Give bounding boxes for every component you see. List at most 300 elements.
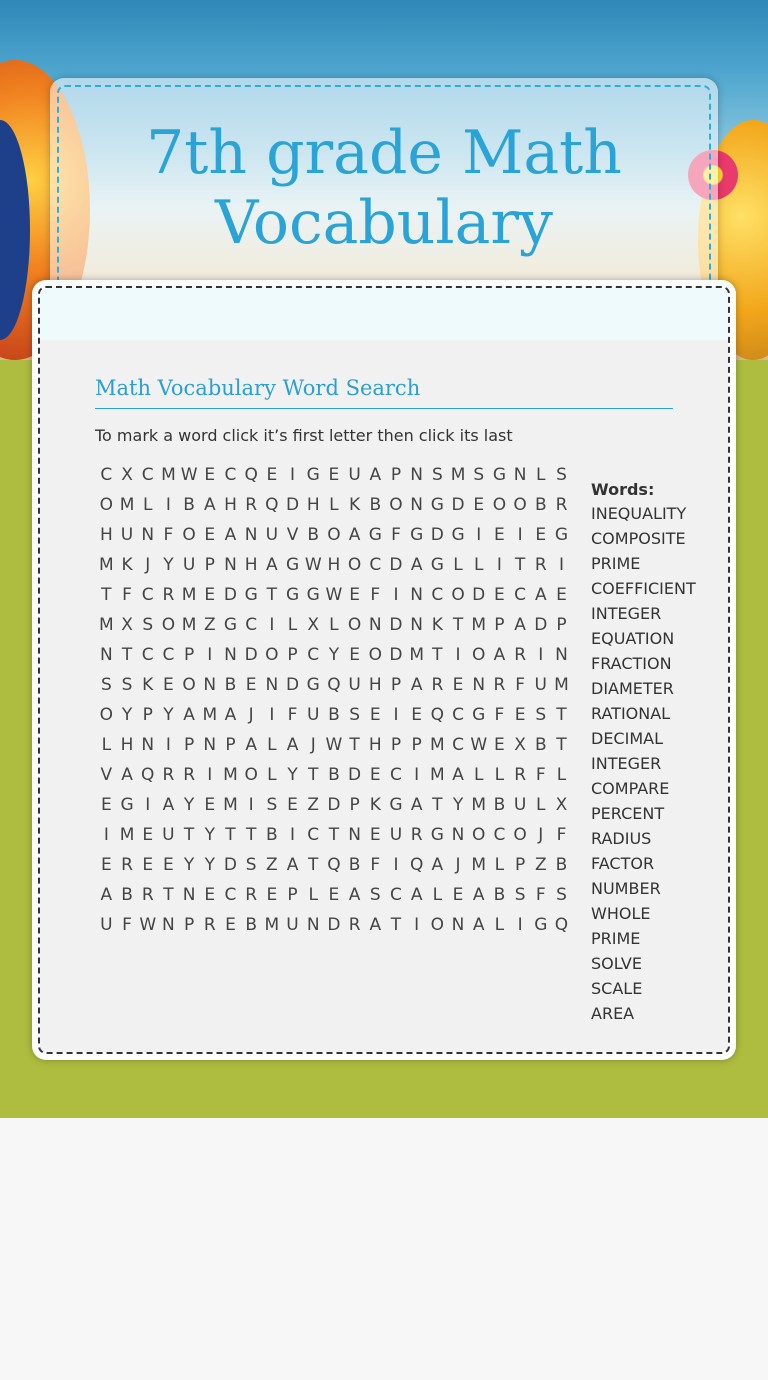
- grid-letter-cell[interactable]: P: [183, 915, 195, 935]
- grid-letter-cell[interactable]: E: [142, 855, 154, 875]
- grid-letter-cell[interactable]: C: [224, 465, 237, 485]
- grid-letter-cell[interactable]: O: [347, 615, 362, 635]
- grid-letter-cell[interactable]: S: [369, 885, 381, 905]
- word-list-item[interactable]: RATIONAL: [591, 704, 671, 723]
- grid-letter-cell[interactable]: F: [494, 705, 505, 725]
- grid-letter-cell[interactable]: G: [368, 525, 382, 545]
- grid-letter-cell[interactable]: F: [391, 525, 401, 545]
- grid-letter-cell[interactable]: G: [120, 795, 134, 815]
- grid-letter-cell[interactable]: O: [472, 825, 486, 845]
- grid-letter-cell[interactable]: E: [494, 735, 505, 755]
- grid-letter-cell[interactable]: T: [349, 735, 360, 755]
- grid-letter-cell[interactable]: N: [410, 585, 424, 605]
- grid-letter-cell[interactable]: A: [472, 915, 485, 935]
- grid-letter-cell[interactable]: P: [204, 555, 215, 575]
- grid-letter-cell[interactable]: I: [393, 855, 399, 875]
- grid-letter-cell[interactable]: X: [307, 615, 320, 635]
- grid-letter-cell[interactable]: R: [141, 885, 154, 905]
- grid-letter-cell[interactable]: A: [183, 705, 195, 725]
- grid-letter-cell[interactable]: I: [165, 495, 171, 515]
- word-list-item[interactable]: COMPARE: [591, 779, 670, 798]
- grid-letter-cell[interactable]: C: [493, 825, 506, 845]
- grid-letter-cell[interactable]: L: [308, 885, 318, 905]
- word-list-item[interactable]: RADIUS: [591, 829, 652, 848]
- grid-letter-cell[interactable]: D: [389, 555, 403, 575]
- grid-letter-cell[interactable]: E: [204, 465, 216, 485]
- grid-letter-cell[interactable]: M: [430, 735, 445, 755]
- grid-letter-cell[interactable]: M: [119, 495, 135, 515]
- grid-letter-cell[interactable]: E: [473, 495, 485, 515]
- grid-letter-cell[interactable]: A: [286, 855, 299, 875]
- grid-letter-cell[interactable]: P: [183, 645, 195, 665]
- grid-letter-cell[interactable]: S: [100, 675, 112, 695]
- grid-letter-cell[interactable]: D: [389, 645, 403, 665]
- grid-letter-cell[interactable]: Y: [452, 795, 464, 815]
- grid-letter-cell[interactable]: J: [538, 825, 544, 845]
- grid-letter-cell[interactable]: T: [245, 825, 257, 845]
- grid-letter-cell[interactable]: Z: [307, 795, 320, 815]
- grid-letter-cell[interactable]: H: [120, 735, 134, 755]
- word-list-item[interactable]: EQUATION: [591, 629, 675, 648]
- grid-letter-cell[interactable]: D: [285, 675, 300, 695]
- grid-letter-cell[interactable]: N: [162, 915, 175, 935]
- grid-letter-cell[interactable]: L: [267, 765, 277, 785]
- grid-letter-cell[interactable]: I: [558, 555, 564, 575]
- grid-letter-cell[interactable]: S: [556, 465, 567, 485]
- grid-letter-cell[interactable]: D: [472, 585, 486, 605]
- grid-letter-cell[interactable]: M: [471, 855, 487, 875]
- grid-letter-cell[interactable]: B: [555, 855, 568, 875]
- grid-letter-cell[interactable]: F: [163, 525, 174, 545]
- grid-letter-cell[interactable]: T: [308, 855, 319, 875]
- grid-letter-cell[interactable]: P: [349, 795, 360, 815]
- grid-letter-cell[interactable]: S: [514, 885, 526, 905]
- grid-letter-cell[interactable]: A: [121, 765, 133, 785]
- grid-letter-cell[interactable]: L: [494, 855, 505, 875]
- grid-letter-cell[interactable]: Y: [121, 705, 133, 725]
- grid-letter-cell[interactable]: V: [286, 525, 299, 545]
- word-list-item[interactable]: AREA: [591, 1004, 635, 1023]
- grid-letter-cell[interactable]: E: [204, 585, 216, 605]
- word-list-item[interactable]: INTEGER: [591, 604, 662, 623]
- grid-letter-cell[interactable]: O: [430, 915, 445, 935]
- grid-letter-cell[interactable]: I: [165, 735, 171, 755]
- grid-letter-cell[interactable]: K: [121, 555, 133, 575]
- grid-letter-cell[interactable]: L: [267, 735, 277, 755]
- grid-letter-cell[interactable]: H: [327, 555, 341, 575]
- grid-letter-cell[interactable]: U: [513, 795, 527, 815]
- grid-letter-cell[interactable]: A: [266, 555, 278, 575]
- grid-letter-cell[interactable]: M: [471, 795, 487, 815]
- grid-letter-cell[interactable]: C: [141, 465, 154, 485]
- grid-letter-cell[interactable]: O: [492, 495, 507, 515]
- grid-letter-cell[interactable]: E: [100, 855, 112, 875]
- grid-letter-cell[interactable]: U: [348, 675, 361, 695]
- grid-letter-cell[interactable]: R: [245, 885, 258, 905]
- grid-letter-cell[interactable]: I: [145, 795, 151, 815]
- grid-letter-cell[interactable]: O: [389, 495, 403, 515]
- grid-letter-cell[interactable]: Q: [327, 855, 341, 875]
- grid-letter-cell[interactable]: B: [493, 885, 506, 905]
- grid-letter-cell[interactable]: O: [513, 495, 527, 515]
- word-list-item[interactable]: DECIMAL: [591, 729, 663, 748]
- grid-letter-cell[interactable]: E: [556, 585, 567, 605]
- grid-letter-cell[interactable]: H: [368, 735, 382, 755]
- grid-letter-cell[interactable]: E: [266, 885, 278, 905]
- grid-letter-cell[interactable]: E: [245, 675, 257, 695]
- grid-letter-cell[interactable]: O: [347, 555, 362, 575]
- grid-letter-cell[interactable]: S: [266, 795, 278, 815]
- grid-letter-cell[interactable]: I: [455, 645, 461, 665]
- grid-letter-cell[interactable]: L: [432, 885, 443, 905]
- grid-letter-cell[interactable]: P: [287, 645, 298, 665]
- grid-letter-cell[interactable]: H: [244, 555, 258, 575]
- grid-letter-cell[interactable]: F: [535, 765, 546, 785]
- grid-letter-cell[interactable]: D: [348, 765, 362, 785]
- grid-letter-cell[interactable]: G: [306, 585, 320, 605]
- word-list-item[interactable]: FACTOR: [591, 854, 655, 873]
- grid-letter-cell[interactable]: B: [183, 495, 195, 515]
- grid-letter-cell[interactable]: P: [390, 675, 402, 695]
- word-list-item[interactable]: SCALE: [591, 979, 643, 998]
- grid-letter-cell[interactable]: F: [515, 675, 525, 695]
- grid-letter-cell[interactable]: C: [431, 585, 444, 605]
- grid-letter-cell[interactable]: G: [554, 525, 569, 545]
- grid-letter-cell[interactable]: E: [349, 585, 360, 605]
- grid-letter-cell[interactable]: A: [369, 915, 382, 935]
- grid-letter-cell[interactable]: S: [349, 705, 360, 725]
- grid-letter-cell[interactable]: U: [286, 915, 299, 935]
- word-list-item[interactable]: COMPOSITE: [591, 529, 686, 548]
- grid-letter-cell[interactable]: S: [142, 615, 154, 635]
- grid-letter-cell[interactable]: W: [325, 585, 343, 605]
- grid-letter-cell[interactable]: U: [162, 825, 175, 845]
- grid-letter-cell[interactable]: P: [225, 735, 236, 755]
- grid-letter-cell[interactable]: I: [103, 825, 109, 845]
- grid-letter-cell[interactable]: E: [204, 885, 216, 905]
- grid-letter-cell[interactable]: M: [99, 555, 114, 575]
- grid-letter-cell[interactable]: E: [204, 525, 216, 545]
- grid-letter-cell[interactable]: J: [455, 855, 461, 875]
- grid-letter-cell[interactable]: B: [348, 855, 361, 875]
- grid-letter-cell[interactable]: L: [536, 465, 546, 485]
- grid-letter-cell[interactable]: D: [327, 915, 341, 935]
- grid-letter-cell[interactable]: N: [224, 555, 237, 575]
- grid-letter-cell[interactable]: P: [183, 735, 195, 755]
- grid-letter-cell[interactable]: X: [121, 465, 133, 485]
- grid-letter-cell[interactable]: P: [514, 855, 526, 875]
- grid-letter-cell[interactable]: S: [431, 465, 443, 485]
- grid-letter-cell[interactable]: E: [411, 705, 423, 725]
- grid-letter-cell[interactable]: E: [514, 705, 526, 725]
- grid-letter-cell[interactable]: F: [370, 585, 381, 605]
- grid-letter-cell[interactable]: F: [370, 855, 381, 875]
- grid-letter-cell[interactable]: M: [161, 465, 176, 485]
- grid-letter-cell[interactable]: S: [245, 855, 257, 875]
- grid-letter-cell[interactable]: B: [307, 525, 320, 545]
- grid-letter-cell[interactable]: B: [493, 795, 506, 815]
- grid-letter-cell[interactable]: F: [122, 585, 132, 605]
- grid-letter-cell[interactable]: L: [473, 555, 484, 575]
- grid-letter-cell[interactable]: Y: [204, 855, 215, 875]
- grid-letter-cell[interactable]: A: [100, 885, 113, 905]
- grid-letter-cell[interactable]: D: [223, 855, 238, 875]
- grid-letter-cell[interactable]: C: [245, 615, 258, 635]
- grid-letter-cell[interactable]: A: [514, 615, 526, 635]
- grid-letter-cell[interactable]: L: [329, 615, 339, 635]
- grid-letter-cell[interactable]: O: [99, 705, 114, 725]
- grid-letter-cell[interactable]: F: [556, 825, 567, 845]
- grid-letter-cell[interactable]: N: [141, 735, 155, 755]
- grid-letter-cell[interactable]: M: [181, 585, 197, 605]
- grid-letter-cell[interactable]: E: [494, 525, 505, 545]
- grid-letter-cell[interactable]: A: [410, 555, 423, 575]
- grid-letter-cell[interactable]: N: [224, 645, 237, 665]
- grid-letter-cell[interactable]: A: [286, 735, 299, 755]
- grid-letter-cell[interactable]: E: [452, 885, 464, 905]
- grid-letter-cell[interactable]: T: [390, 915, 402, 935]
- word-list-item[interactable]: INTEGER: [591, 754, 662, 773]
- grid-letter-cell[interactable]: T: [328, 825, 340, 845]
- grid-letter-cell[interactable]: T: [556, 735, 567, 755]
- grid-letter-cell[interactable]: E: [369, 765, 381, 785]
- grid-letter-cell[interactable]: U: [265, 525, 279, 545]
- grid-letter-cell[interactable]: N: [451, 825, 465, 845]
- grid-letter-cell[interactable]: W: [139, 915, 157, 935]
- grid-letter-cell[interactable]: I: [207, 645, 213, 665]
- grid-letter-cell[interactable]: M: [99, 615, 114, 635]
- word-list-item[interactable]: NUMBER: [591, 879, 661, 898]
- grid-letter-cell[interactable]: E: [163, 675, 174, 695]
- grid-letter-cell[interactable]: J: [248, 705, 254, 725]
- word-list-item[interactable]: SOLVE: [591, 954, 642, 973]
- grid-letter-cell[interactable]: M: [430, 765, 445, 785]
- grid-letter-cell[interactable]: E: [369, 825, 381, 845]
- grid-letter-cell[interactable]: N: [348, 825, 361, 845]
- grid-letter-cell[interactable]: R: [514, 765, 526, 785]
- grid-letter-cell[interactable]: B: [266, 825, 278, 845]
- grid-letter-cell[interactable]: T: [432, 645, 443, 665]
- grid-letter-cell[interactable]: E: [142, 825, 154, 845]
- grid-letter-cell[interactable]: A: [534, 585, 547, 605]
- grid-letter-cell[interactable]: E: [369, 705, 381, 725]
- grid-letter-cell[interactable]: Q: [327, 675, 341, 695]
- grid-letter-cell[interactable]: T: [514, 555, 526, 575]
- grid-letter-cell[interactable]: O: [182, 525, 196, 545]
- grid-letter-cell[interactable]: P: [411, 735, 422, 755]
- grid-letter-cell[interactable]: W: [325, 735, 343, 755]
- grid-letter-cell[interactable]: A: [162, 795, 175, 815]
- grid-letter-cell[interactable]: C: [452, 705, 464, 725]
- grid-letter-cell[interactable]: I: [269, 615, 275, 635]
- grid-letter-cell[interactable]: E: [225, 915, 236, 935]
- grid-letter-cell[interactable]: A: [493, 645, 506, 665]
- grid-letter-cell[interactable]: H: [306, 495, 320, 515]
- grid-letter-cell[interactable]: K: [349, 495, 361, 515]
- grid-letter-cell[interactable]: G: [534, 915, 548, 935]
- grid-letter-cell[interactable]: O: [182, 675, 196, 695]
- grid-letter-cell[interactable]: C: [141, 645, 154, 665]
- grid-letter-cell[interactable]: G: [389, 795, 403, 815]
- grid-letter-cell[interactable]: N: [203, 675, 217, 695]
- grid-letter-cell[interactable]: J: [145, 555, 151, 575]
- word-list-item[interactable]: INEQUALITY: [591, 504, 687, 523]
- grid-letter-cell[interactable]: N: [182, 885, 196, 905]
- grid-letter-cell[interactable]: W: [304, 555, 322, 575]
- grid-letter-cell[interactable]: T: [308, 765, 319, 785]
- grid-letter-cell[interactable]: O: [265, 645, 279, 665]
- grid-letter-cell[interactable]: E: [266, 465, 278, 485]
- grid-letter-cell[interactable]: M: [223, 795, 238, 815]
- grid-letter-cell[interactable]: F: [287, 705, 298, 725]
- grid-letter-cell[interactable]: U: [120, 525, 134, 545]
- grid-letter-cell[interactable]: Y: [328, 645, 340, 665]
- grid-letter-cell[interactable]: J: [310, 735, 316, 755]
- grid-letter-cell[interactable]: O: [451, 585, 465, 605]
- grid-letter-cell[interactable]: L: [142, 495, 153, 515]
- grid-letter-cell[interactable]: N: [141, 525, 155, 545]
- grid-letter-cell[interactable]: L: [494, 765, 505, 785]
- grid-letter-cell[interactable]: D: [451, 495, 465, 515]
- grid-letter-cell[interactable]: D: [534, 615, 548, 635]
- grid-letter-cell[interactable]: I: [517, 525, 523, 545]
- grid-letter-cell[interactable]: T: [163, 885, 174, 905]
- grid-letter-cell[interactable]: E: [328, 885, 340, 905]
- grid-letter-cell[interactable]: R: [493, 675, 506, 695]
- grid-letter-cell[interactable]: I: [248, 795, 254, 815]
- grid-letter-cell[interactable]: E: [163, 855, 174, 875]
- grid-letter-cell[interactable]: E: [204, 795, 216, 815]
- grid-letter-cell[interactable]: M: [471, 615, 487, 635]
- grid-letter-cell[interactable]: T: [266, 585, 278, 605]
- grid-letter-cell[interactable]: E: [494, 585, 505, 605]
- grid-letter-cell[interactable]: C: [390, 765, 402, 785]
- grid-letter-cell[interactable]: A: [245, 735, 257, 755]
- grid-letter-cell[interactable]: A: [410, 675, 423, 695]
- grid-letter-cell[interactable]: I: [269, 705, 275, 725]
- grid-letter-cell[interactable]: G: [472, 705, 486, 725]
- grid-letter-cell[interactable]: Q: [409, 855, 424, 875]
- grid-letter-cell[interactable]: B: [328, 765, 340, 785]
- grid-letter-cell[interactable]: L: [473, 765, 484, 785]
- grid-letter-cell[interactable]: C: [369, 555, 382, 575]
- grid-letter-cell[interactable]: D: [223, 585, 238, 605]
- grid-letter-cell[interactable]: G: [430, 495, 444, 515]
- grid-letter-cell[interactable]: A: [472, 885, 485, 905]
- grid-letter-cell[interactable]: C: [224, 885, 237, 905]
- grid-letter-cell[interactable]: O: [472, 645, 486, 665]
- grid-letter-cell[interactable]: B: [224, 675, 237, 695]
- grid-letter-cell[interactable]: P: [287, 885, 298, 905]
- grid-letter-cell[interactable]: C: [141, 585, 154, 605]
- grid-letter-cell[interactable]: R: [162, 585, 175, 605]
- grid-letter-cell[interactable]: U: [100, 915, 113, 935]
- grid-letter-cell[interactable]: B: [369, 495, 382, 515]
- grid-letter-cell[interactable]: M: [119, 825, 135, 845]
- grid-letter-cell[interactable]: W: [470, 735, 488, 755]
- grid-letter-cell[interactable]: G: [410, 525, 424, 545]
- grid-letter-cell[interactable]: T: [432, 795, 443, 815]
- grid-letter-cell[interactable]: U: [182, 555, 196, 575]
- grid-letter-cell[interactable]: T: [183, 825, 195, 845]
- grid-letter-cell[interactable]: I: [517, 915, 523, 935]
- grid-letter-cell[interactable]: W: [180, 465, 198, 485]
- grid-letter-cell[interactable]: N: [99, 645, 113, 665]
- grid-letter-cell[interactable]: P: [494, 615, 505, 635]
- grid-letter-cell[interactable]: M: [181, 615, 197, 635]
- grid-letter-cell[interactable]: K: [369, 795, 381, 815]
- grid-letter-cell[interactable]: S: [556, 885, 567, 905]
- grid-letter-cell[interactable]: R: [245, 495, 258, 515]
- grid-letter-cell[interactable]: Z: [266, 855, 278, 875]
- grid-letter-cell[interactable]: T: [101, 585, 112, 605]
- word-list-item[interactable]: WHOLE: [591, 904, 651, 923]
- grid-letter-cell[interactable]: B: [245, 915, 257, 935]
- grid-letter-cell[interactable]: L: [101, 735, 112, 755]
- word-list-item[interactable]: PERCENT: [591, 804, 665, 823]
- grid-letter-cell[interactable]: H: [99, 525, 113, 545]
- word-list-item[interactable]: PRIME: [591, 554, 641, 573]
- grid-letter-cell[interactable]: I: [476, 525, 482, 545]
- grid-letter-cell[interactable]: M: [450, 465, 466, 485]
- grid-letter-cell[interactable]: U: [534, 675, 547, 695]
- grid-letter-cell[interactable]: C: [307, 825, 320, 845]
- grid-letter-cell[interactable]: C: [390, 885, 402, 905]
- grid-letter-cell[interactable]: A: [203, 495, 216, 515]
- grid-letter-cell[interactable]: N: [513, 465, 527, 485]
- grid-letter-cell[interactable]: M: [554, 675, 569, 695]
- grid-letter-cell[interactable]: L: [494, 915, 505, 935]
- grid-letter-cell[interactable]: N: [306, 915, 320, 935]
- grid-letter-cell[interactable]: U: [306, 705, 320, 725]
- grid-letter-cell[interactable]: Q: [244, 465, 258, 485]
- grid-letter-cell[interactable]: E: [287, 795, 298, 815]
- grid-letter-cell[interactable]: G: [223, 615, 238, 635]
- grid-letter-cell[interactable]: I: [414, 915, 420, 935]
- grid-letter-cell[interactable]: X: [121, 615, 133, 635]
- grid-letter-cell[interactable]: R: [348, 915, 361, 935]
- grid-letter-cell[interactable]: T: [452, 615, 464, 635]
- grid-letter-cell[interactable]: R: [121, 855, 133, 875]
- grid-letter-cell[interactable]: U: [389, 825, 403, 845]
- grid-letter-cell[interactable]: D: [389, 615, 403, 635]
- grid-letter-cell[interactable]: T: [556, 705, 567, 725]
- grid-letter-cell[interactable]: O: [368, 645, 382, 665]
- grid-letter-cell[interactable]: Z: [203, 615, 216, 635]
- grid-letter-cell[interactable]: G: [306, 465, 320, 485]
- grid-letter-cell[interactable]: O: [244, 765, 258, 785]
- grid-letter-cell[interactable]: N: [472, 675, 486, 695]
- grid-letter-cell[interactable]: I: [290, 465, 296, 485]
- grid-letter-cell[interactable]: X: [514, 735, 526, 755]
- grid-letter-cell[interactable]: T: [225, 825, 236, 845]
- grid-letter-cell[interactable]: R: [431, 675, 444, 695]
- grid-letter-cell[interactable]: O: [327, 525, 341, 545]
- grid-letter-cell[interactable]: P: [390, 465, 402, 485]
- grid-letter-cell[interactable]: U: [348, 465, 361, 485]
- grid-letter-cell[interactable]: G: [306, 675, 320, 695]
- grid-letter-cell[interactable]: C: [452, 735, 464, 755]
- grid-letter-cell[interactable]: N: [368, 615, 382, 635]
- grid-letter-cell[interactable]: B: [328, 705, 340, 725]
- grid-letter-cell[interactable]: A: [224, 525, 237, 545]
- grid-letter-cell[interactable]: D: [244, 645, 258, 665]
- grid-letter-cell[interactable]: M: [202, 705, 218, 725]
- grid-letter-cell[interactable]: I: [393, 585, 399, 605]
- grid-letter-cell[interactable]: R: [534, 555, 547, 575]
- grid-letter-cell[interactable]: G: [430, 825, 444, 845]
- grid-letter-cell[interactable]: L: [556, 765, 567, 785]
